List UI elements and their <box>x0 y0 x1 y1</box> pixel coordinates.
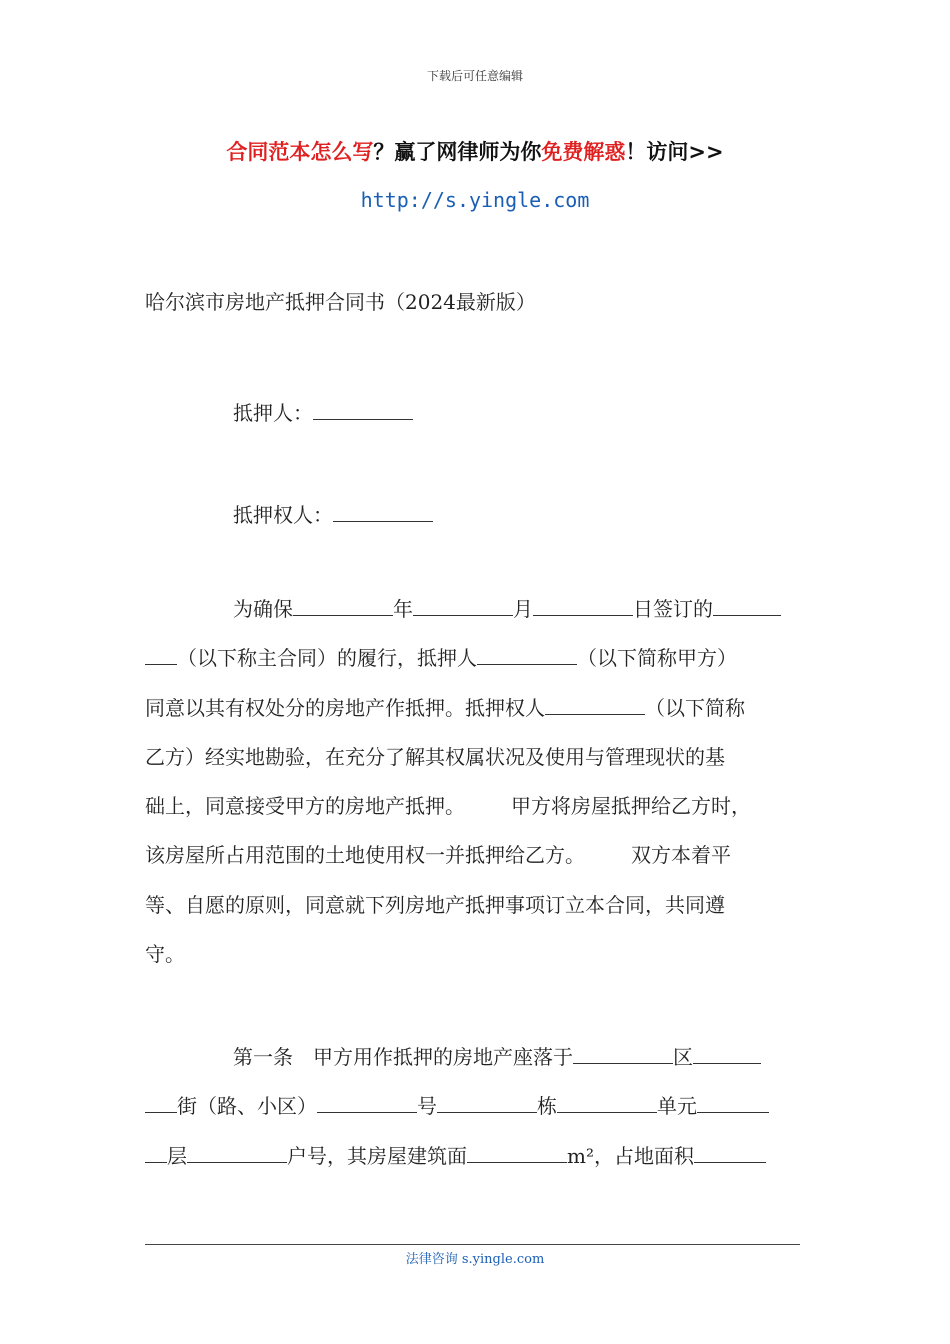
text-segment: 栋 <box>537 1094 557 1119</box>
blank-line <box>187 1144 287 1163</box>
mortgagor-blank <box>313 401 413 420</box>
blank-line <box>293 597 393 616</box>
blank-line <box>467 1144 567 1163</box>
blank-line <box>145 646 177 665</box>
mortgagee-field <box>233 499 433 528</box>
blank-line <box>573 1045 673 1064</box>
mortgagor-field <box>233 397 413 426</box>
text-line: 守。 <box>145 942 185 967</box>
promo-link[interactable]: http://s.yingle.com <box>360 188 590 212</box>
text-segment: 月 <box>513 597 533 621</box>
text-segment: 单元 <box>657 1094 697 1119</box>
text-segment: 日签订的 <box>633 597 713 621</box>
blank-line <box>477 646 577 665</box>
document-title: 哈尔滨市房地产抵押合同书（2024最新版） <box>145 290 536 314</box>
promo-text-red-1: 合同范本怎么写 <box>226 140 374 164</box>
text-segment: 号 <box>417 1094 437 1119</box>
text-line: 等、自愿的原则，同意就下列房地产抵押事项订立本合同，共同遵 <box>145 892 725 917</box>
blank-line <box>145 1094 177 1113</box>
mortgagor-label: 抵押人： <box>233 401 313 425</box>
text-segment: （以下简称 <box>645 695 745 720</box>
promo-text-2: ！访问>> <box>625 140 724 164</box>
text-segment: 同意以其有权处分的房地产作抵押。抵押权人 <box>145 695 545 720</box>
blank-line <box>317 1094 417 1113</box>
header-note: 下载后可任意编辑 <box>426 69 523 83</box>
text-segment: 第一条 甲方用作抵押的房地产座落于 <box>233 1045 573 1069</box>
mortgagee-label: 抵押权人： <box>233 503 333 527</box>
text-segment: m²，占地面积 <box>567 1143 694 1168</box>
blank-line <box>557 1094 657 1113</box>
blank-line <box>413 597 513 616</box>
text-segment: 户号，其房屋建筑面 <box>287 1143 467 1168</box>
footer-link[interactable]: 法律咨询 s.yingle.com <box>405 1252 545 1267</box>
promo-text-red-2: 免费解惑 <box>541 140 626 164</box>
text-segment: 年 <box>393 597 413 621</box>
blank-line <box>145 1144 167 1163</box>
blank-line <box>437 1094 537 1113</box>
text-segment: 双方本着平 <box>631 843 731 868</box>
footer-divider <box>145 1244 800 1245</box>
text-segment: 甲方将房屋抵押给乙方时， <box>511 794 751 819</box>
promo-banner[interactable] <box>0 136 950 166</box>
blank-line <box>713 597 781 616</box>
text-segment: 区 <box>673 1045 693 1069</box>
blank-line <box>693 1045 761 1064</box>
blank-line <box>694 1144 766 1163</box>
text-segment: 为确保 <box>233 597 293 621</box>
promo-text-1: ？赢了网律师为你 <box>373 140 542 164</box>
article-1-paragraph <box>145 1033 805 1181</box>
text-segment: （以下简称甲方） <box>577 646 737 671</box>
blank-line <box>545 696 645 715</box>
text-segment: （以下称主合同）的履行，抵押人 <box>177 646 477 671</box>
blank-line <box>533 597 633 616</box>
blank-line <box>697 1094 769 1113</box>
text-segment: 该房屋所占用范围的土地使用权一并抵押给乙方。 <box>145 843 585 868</box>
preamble-paragraph <box>145 585 805 979</box>
mortgagee-blank <box>333 503 433 522</box>
text-segment: 础上，同意接受甲方的房地产抵押。 <box>145 794 465 819</box>
text-segment: 街（路、小区） <box>177 1094 317 1119</box>
text-segment: 层 <box>167 1143 187 1168</box>
text-line: 乙方）经实地勘验，在充分了解其权属状况及使用与管理现状的基 <box>145 744 725 769</box>
